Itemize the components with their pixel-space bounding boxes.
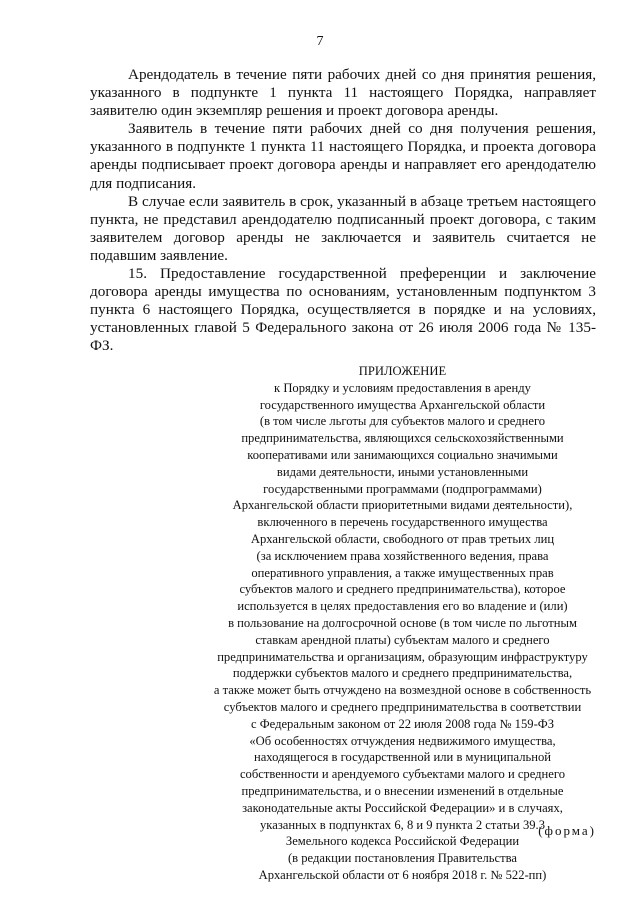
appendix-line: видами деятельности, иными установленными <box>276 464 529 479</box>
appendix-line: поддержки субъектов малого и среднего предпринимательства, <box>232 666 573 681</box>
appendix-line: субъектов малого и среднего предпринимательства в соответствии <box>223 699 582 714</box>
appendix-line: (в том числе льготы для субъектов малого и среднего <box>259 414 546 429</box>
appendix-line: с Федеральным законом от 22 июля 2008 года № 159-ФЗ <box>250 716 555 731</box>
appendix-line: используется в целях предоставления его во владение и (или) <box>237 599 568 614</box>
appendix-line: а также может быть отчуждено на возмездной основе в собственность <box>213 683 592 698</box>
appendix-line: включенного в перечень государственного имущества <box>257 515 548 530</box>
appendix-block <box>205 363 600 884</box>
appendix-line: предпринимательства, и о внесении изменений в отдельные <box>241 783 564 798</box>
form-label: (форма) <box>538 823 596 838</box>
appendix-line: предпринимательства, являющихся сельскохозяйственными <box>241 431 564 446</box>
appendix-line: субъектов малого и среднего предпринимательства), которое <box>239 582 566 597</box>
paragraph-3: В случае если заявитель в срок, указанный в абзаце третьем настоящего пункта, не представил арендодателю подписанный проект договора, с таким заявителем договор аренды не заключается и заявитель считается не подавшим заявление. <box>90 192 596 264</box>
appendix-line: ставкам арендной платы) субъектам малого и среднего <box>255 632 550 647</box>
appendix-line: указанных в подпунктах 6, 8 и 9 пункта 2 статьи 39.3 <box>260 817 545 832</box>
appendix-line: предпринимательства и организациям, образующим инфраструктуру <box>217 649 588 664</box>
appendix-line: оперативного управления, а также имущественных прав <box>251 565 554 580</box>
paragraph-1: Арендодатель в течение пяти рабочих дней со дня принятия решения, указанного в подпункте 1 пункта 11 настоящего Порядка, направляет заявителю один экземпляр решения и проект договора аренды. <box>90 66 596 120</box>
appendix-line: Архангельской области, свободного от прав третьих лиц <box>250 531 555 546</box>
appendix-line: Архангельской области приоритетными видами деятельности), <box>232 498 573 513</box>
appendix-line: в пользование на долгосрочной основе (в том числе по льготным <box>228 615 577 630</box>
page-number: 7 <box>316 34 324 49</box>
appendix-line: кооперативами или занимающихся социально значимыми <box>247 447 558 462</box>
appendix-line: государственными программами (подпрограммами) <box>263 481 542 496</box>
appendix-line: собственности и арендуемого субъектами малого и среднего <box>239 767 566 782</box>
appendix-line: (в редакции постановления Правительства <box>287 851 518 866</box>
appendix-line: государственного имущества Архангельской области <box>259 397 546 412</box>
appendix-line: «Об особенностях отчуждения недвижимого имущества, <box>249 733 556 748</box>
appendix-title: ПРИЛОЖЕНИЕ <box>358 364 447 378</box>
paragraph-4: 15. Предоставление государственной преференции и заключение договора аренды имущества по основаниям, установленным подпунктом 3 пункта 6 настоящего Порядка, осуществляется в порядке и на условиях, установленных главой 5 Федерального закона от 26 июля 2006 года № 135-ФЗ. <box>90 265 596 355</box>
appendix-line: Архангельской области от 6 ноября 2018 г. № 522-пп) <box>258 867 547 882</box>
body-text <box>90 66 596 356</box>
appendix-line: находящегося в государственной или в муниципальной <box>253 750 552 765</box>
appendix-line: законодательные акты Российской Федерации» и в случаях, <box>242 800 563 815</box>
appendix-line: Земельного кодекса Российской Федерации <box>285 834 520 849</box>
appendix-line: к Порядку и условиям предоставления в аренду <box>274 380 531 395</box>
paragraph-2: Заявитель в течение пяти рабочих дней со дня получения решения, указанного в подпункте 1 пункта 11 настоящего Порядка, и проекта договора аренды подписывает проект договора аренды и направляет его арендодателю для подписания. <box>90 120 596 192</box>
appendix-line: (за исключением права хозяйственного ведения, права <box>256 548 549 563</box>
